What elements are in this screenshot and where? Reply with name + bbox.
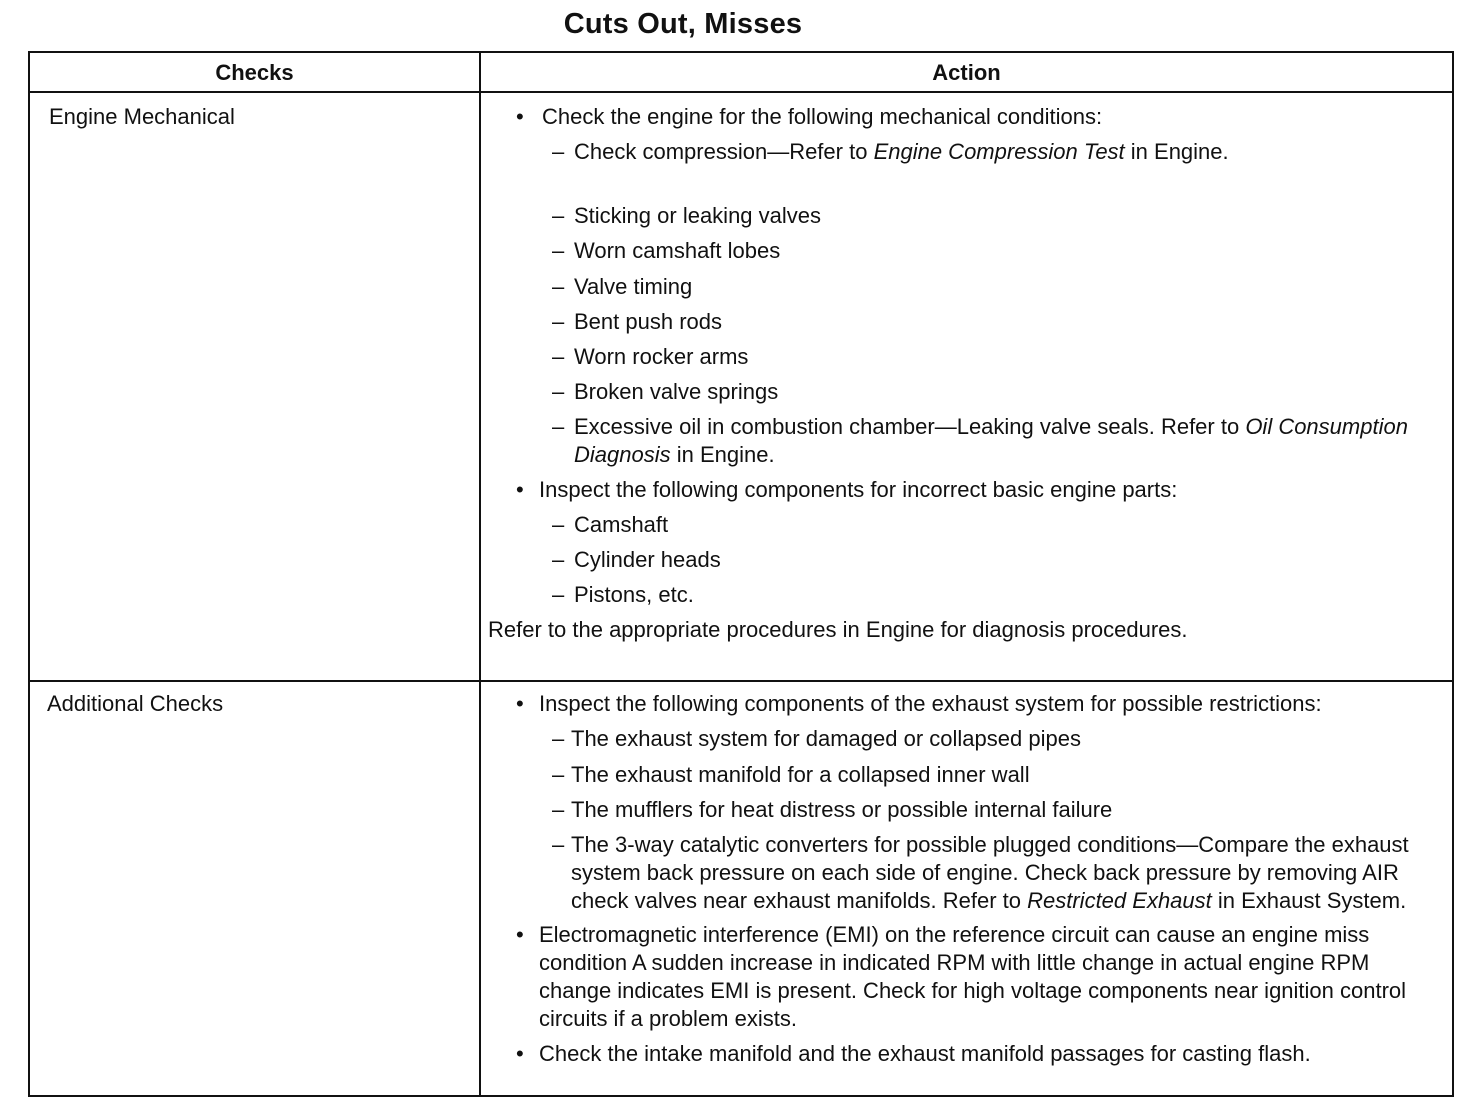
column-divider: [479, 53, 481, 1095]
header-action: Action: [932, 60, 1001, 85]
list-item: • Electromagnetic interference (EMI) on the reference circuit can cause an engine miss condition A sudden increase in indicated RPM with little change in actual engine RPM change indicates EMI is present. Check for high voltage components near ignition control circuits if a problem exists.: [490, 921, 1438, 1033]
list-item: – The exhaust system for damaged or collapsed pipes: [490, 725, 1438, 753]
list-item: – Excessive oil in combustion chamber—Leaking valve seals. Refer to Oil Consumption Diagnosis in Engine.: [490, 413, 1438, 469]
list-item: • Check the intake manifold and the exhaust manifold passages for casting flash.: [490, 1040, 1438, 1068]
header-checks: Checks: [215, 60, 294, 85]
list-item: – The 3-way catalytic converters for possible plugged conditions—Compare the exhaust system back pressure on each side of engine. Check back pressure by removing AIR check valves near exhaust manifolds. Refer to Restricted Exhaust in Exhaust System.: [490, 831, 1438, 915]
action-engine-mechanical: [490, 103, 1438, 644]
list-item: – Camshaft: [490, 511, 1438, 539]
list-item: – Worn camshaft lobes: [490, 237, 1438, 265]
list-item: • Inspect the following components of the exhaust system for possible restrictions:: [490, 690, 1438, 718]
list-item: – The exhaust manifold for a collapsed inner wall: [490, 761, 1438, 789]
diagnosis-table: [28, 51, 1454, 1097]
list-item: – Bent push rods: [490, 308, 1438, 336]
check-additional: Additional Checks: [47, 691, 224, 716]
list-item: • Inspect the following components for incorrect basic engine parts:: [490, 476, 1438, 504]
check-engine-mechanical: Engine Mechanical: [49, 104, 235, 129]
header-divider: [30, 91, 1452, 93]
page-title: Cuts Out, Misses: [563, 8, 803, 40]
list-item: – Cylinder heads: [490, 546, 1438, 574]
list-item: – Check compression—Refer to Engine Compression Test in Engine.: [490, 138, 1438, 166]
list-item: – The mufflers for heat distress or possible internal failure: [490, 796, 1438, 824]
list-item: – Valve timing: [490, 273, 1438, 301]
list-item: – Pistons, etc.: [490, 581, 1438, 609]
list-item: – Broken valve springs: [490, 378, 1438, 406]
row-divider: [30, 680, 1452, 682]
list-item: – Sticking or leaking valves: [490, 202, 1438, 230]
list-item: • Check the engine for the following mechanical conditions:: [490, 103, 1438, 131]
action-additional-checks: [490, 690, 1438, 1068]
note-text: Refer to the appropriate procedures in Engine for diagnosis procedures.: [488, 617, 1188, 642]
list-item: – Worn rocker arms: [490, 343, 1438, 371]
